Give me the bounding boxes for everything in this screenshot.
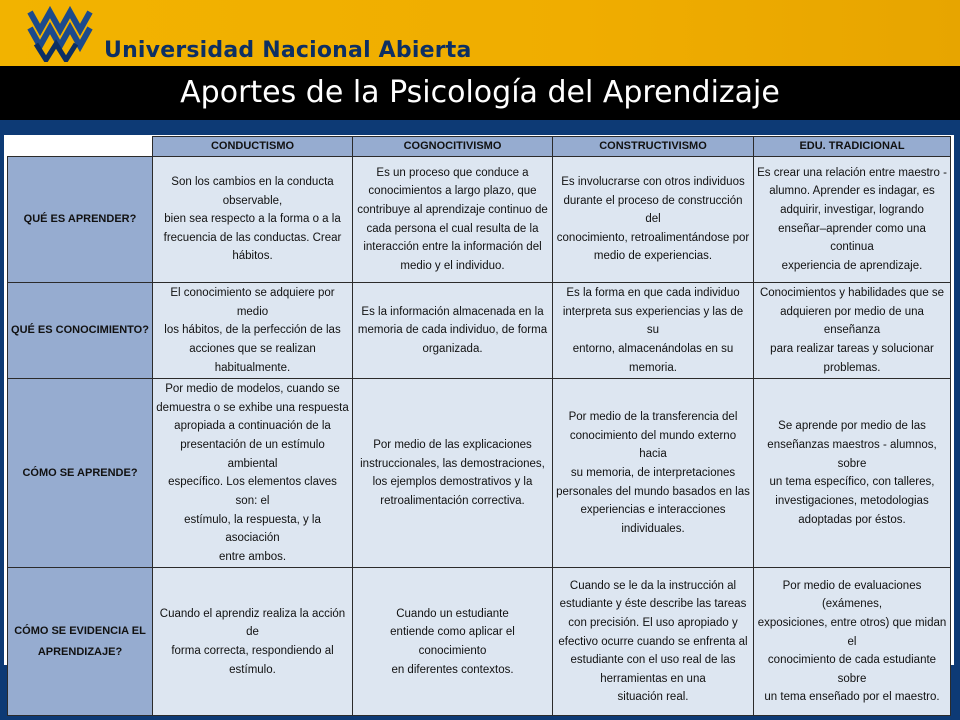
slide-title: Aportes de la Psicología del Aprendizaje — [180, 75, 780, 110]
table-cell: Es crear una relación entre maestro - alumno. Aprender es indagar, es adquirir, investigar, logrando enseñar–aprender como una continua experiencia de aprendizaje. — [754, 157, 951, 283]
column-header: EDU. TRADICIONAL — [754, 137, 951, 157]
table-row — [8, 157, 951, 283]
column-header: COGNOCITIVISMO — [353, 137, 553, 157]
table-cell: Es la información almacenada en la memoria de cada individuo, de forma organizada. — [353, 283, 553, 379]
table-row — [8, 379, 951, 568]
comparison-table — [7, 136, 951, 716]
table-cell: Por medio de las explicaciones instruccionales, las demostraciones, los ejemplos demostrativos y la retroalimentación correctiva. — [353, 379, 553, 568]
table-cell: Cuando el aprendiz realiza la acción de forma correcta, respondiendo al estímulo. — [153, 568, 353, 716]
table-cell: Por medio de modelos, cuando se demuestra o se exhibe una respuesta apropiada a continuación de la presentación de un estímulo ambiental específico. Los elementos claves son: el estímulo, la respuesta, y la asociación entre ambos. — [153, 379, 353, 568]
column-header: CONDUCTISMO — [153, 137, 353, 157]
comparison-table-container — [4, 135, 954, 704]
corner-cell — [8, 137, 153, 157]
row-header: CÓMO SE APRENDE? — [8, 379, 153, 568]
row-header: CÓMO SE EVIDENCIA EL APRENDIZAJE? — [8, 568, 153, 716]
table-row — [8, 283, 951, 379]
table-cell: Son los cambios en la conducta observable, bien sea respecto a la forma o a la frecuencia de las conductas. Crear hábitos. — [153, 157, 353, 283]
table-cell: El conocimiento se adquiere por medio los hábitos, de la perfección de las acciones que se realizan habitualmente. — [153, 283, 353, 379]
table-cell: Conocimientos y habilidades que se adquieren por medio de una enseñanza para realizar tareas y solucionar problemas. — [754, 283, 951, 379]
table-row — [8, 568, 951, 716]
column-header: CONSTRUCTIVISMO — [553, 137, 754, 157]
table-cell: Es la forma en que cada individuo interpreta sus experiencias y las de su entorno, almacenándolas en su memoria. — [553, 283, 754, 379]
una-logo-icon — [26, 4, 96, 62]
row-header: QUÉ ES APRENDER? — [8, 157, 153, 283]
table-cell: Cuando un estudiante entiende como aplicar el conocimiento en diferentes contextos. — [353, 568, 553, 716]
table-cell: Por medio de la transferencia del conocimiento del mundo externo hacia su memoria, de interpretaciones personales del mundo basados en las experiencias e interacciones individuales. — [553, 379, 754, 568]
row-header: QUÉ ES CONOCIMIENTO? — [8, 283, 153, 379]
table-cell: Es involucrarse con otros individuos durante el proceso de construcción del conocimiento, retroalimentándose por medio de experiencias. — [553, 157, 754, 283]
table-cell: Cuando se le da la instrucción al estudiante y éste describe las tareas con precisión. El uso apropiado y efectivo ocurre cuando se enfrenta al estudiante con el uso real de las herramientas en una situación real. — [553, 568, 754, 716]
table-cell: Por medio de evaluaciones (exámenes, exposiciones, entre otros) que midan el conocimiento de cada estudiante sobre un tema enseñado por el maestro. — [754, 568, 951, 716]
university-name: Universidad Nacional Abierta — [104, 38, 472, 63]
table-header-row — [8, 137, 951, 157]
table-cell: Es un proceso que conduce a conocimientos a largo plazo, que contribuye al aprendizaje continuo de cada persona el cual resulta de la interacción entre la información del medio y el individuo. — [353, 157, 553, 283]
header-band — [0, 0, 960, 66]
title-band — [0, 66, 960, 120]
table-cell: Se aprende por medio de las enseñanzas maestros - alumnos, sobre un tema específico, con talleres, investigaciones, metodologias adoptadas por éstos. — [754, 379, 951, 568]
